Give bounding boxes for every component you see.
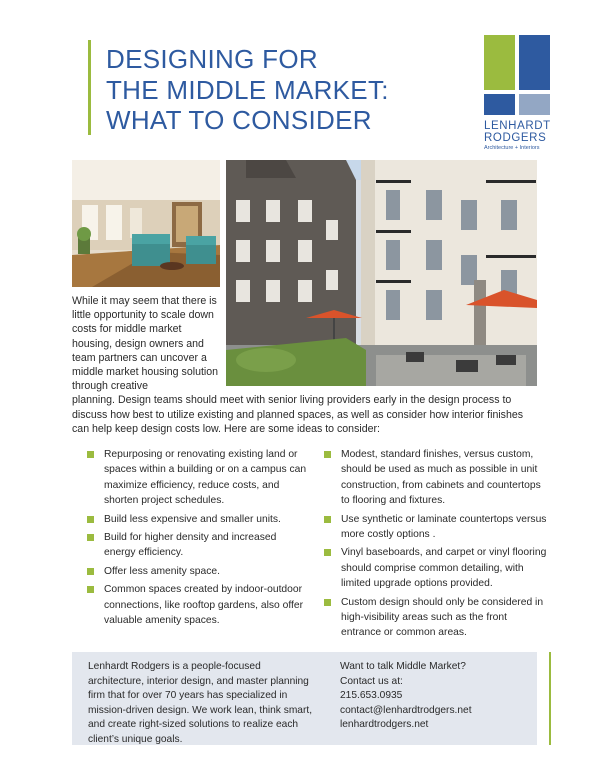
intro-text-part-2: planning. Design teams should meet with senior living providers early in the design process to discuss how best to utilize existing and planned spaces, as well as consider how interior finishes can help keep design costs low. Here are some ideas to consider: (72, 394, 524, 435)
title-accent-rule (88, 40, 91, 135)
list-item (87, 530, 309, 561)
idea-text: Repurposing or renovating existing land or spaces within a building or on a campus can maximize efficiency, reduce costs, and shorten project schedules. (104, 449, 307, 507)
logo-mark (484, 35, 550, 115)
company-logo (484, 35, 550, 151)
title-line-3: WHAT TO CONSIDER (106, 105, 372, 135)
idea-text: Offer less amenity space. (104, 565, 220, 577)
ideas-list-left (87, 447, 309, 631)
idea-text: Use synthetic or laminate countertops versus more costly options . (341, 513, 547, 541)
green-square-bullet-icon (87, 568, 94, 575)
green-square-bullet-icon (324, 599, 331, 606)
footer-accent-rule (549, 652, 551, 745)
green-square-bullet-icon (87, 516, 94, 523)
page-title (106, 44, 436, 136)
green-square-bullet-icon (87, 534, 94, 541)
contact-intro: Contact us at: (340, 675, 403, 687)
logo-tile-blue (519, 35, 550, 90)
logo-tile-blue-small (484, 94, 515, 115)
list-item (324, 447, 547, 509)
ideas-list-right (324, 447, 547, 644)
idea-text: Modest, standard finishes, versus custom, should be used as much as possible in unit construction, from cabinets and countertops to flooring and fixtures. (341, 449, 541, 507)
idea-text: Build less expensive and smaller units. (104, 513, 281, 525)
idea-text: Build for higher density and increased energy efficiency. (104, 532, 277, 559)
title-line-1: DESIGNING FOR (106, 44, 318, 74)
list-item (87, 582, 309, 628)
list-item (87, 447, 309, 509)
list-item (324, 595, 547, 641)
contact-phone[interactable]: 215.653.0935 (340, 690, 403, 701)
company-description: Lenhardt Rodgers is a people-focused architecture, interior design, and master planning firm that for over 70 years has specialized in mission-driven design. We work lean, think smart, and create right-sized solutions to realize each client’s unique goals. (88, 661, 313, 745)
list-item (87, 512, 309, 527)
logo-name-line-1: LENHARDT (484, 120, 551, 132)
contact-heading: Want to talk Middle Market? (340, 661, 466, 672)
interior-lounge-photo (72, 160, 220, 287)
green-square-bullet-icon (324, 549, 331, 556)
title-line-2: THE MIDDLE MARKET: (106, 74, 389, 105)
intro-paragraph (72, 294, 542, 436)
green-square-bullet-icon (87, 451, 94, 458)
green-square-bullet-icon (87, 586, 94, 593)
list-item (324, 545, 547, 591)
contact-block (340, 660, 530, 733)
logo-tagline: Architecture + Interiors (484, 145, 540, 151)
idea-text: Custom design should only be considered in high-visibility areas such as the front entrance or common areas. (341, 596, 544, 639)
intro-text-part-1: While it may seem that there is little opportunity to scale down costs for middle market housing, design owners and team partners can uncover a middle market housing solution through creative (72, 295, 219, 393)
contact-website[interactable]: lenhardtrodgers.net (340, 719, 429, 730)
logo-tile-lightblue-small (519, 94, 550, 115)
green-square-bullet-icon (324, 451, 331, 458)
idea-text: Common spaces created by indoor-outdoor connections, like rooftop gardens, also offer valuable amenity spaces. (104, 584, 304, 627)
list-item (87, 564, 309, 579)
green-square-bullet-icon (324, 516, 331, 523)
idea-text: Vinyl baseboards, and carpet or vinyl flooring should comprise common detailing, with limited upgrade options provided. (341, 547, 547, 590)
contact-email[interactable]: contact@lenhardtrodgers.net (340, 704, 472, 716)
logo-tile-green (484, 35, 515, 90)
logo-name-line-2: RODGERS (484, 132, 547, 144)
list-item (324, 512, 547, 543)
